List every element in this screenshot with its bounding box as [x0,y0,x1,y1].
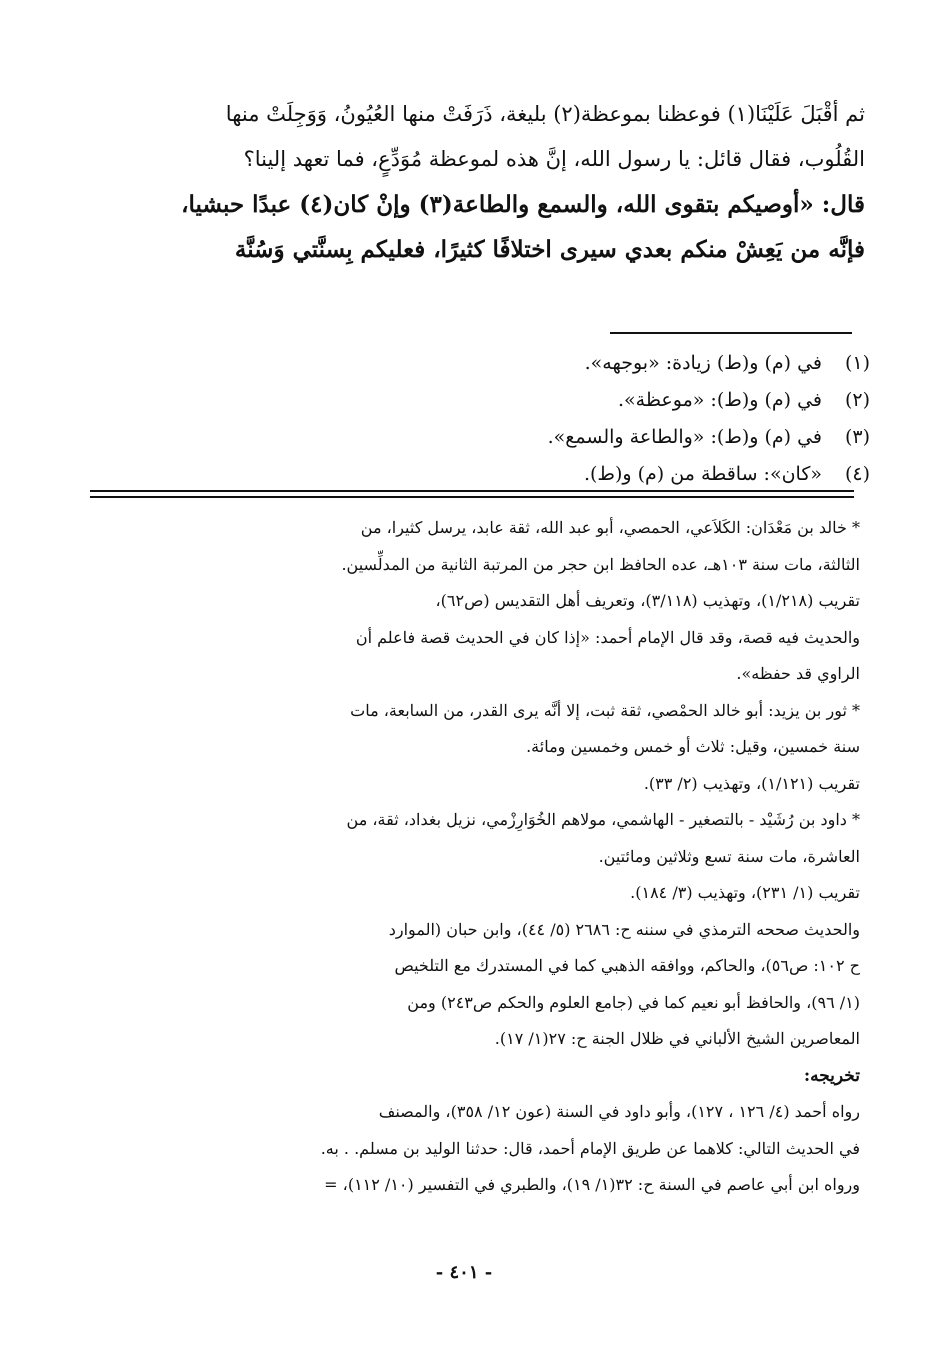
commentary-line: * ثور بن يزيد: أبو خالد الحمْصي، ثقة ثبت، إلا أنَّه يرى القدر، من السابعة، مات [350,700,860,720]
footnote-separator [610,332,852,334]
main-line: فإنَّه من يَعِشْ منكم بعدي سيرى اختلافًا كثيرًا، فعليكم بِسنَّتي وَسُنَّة [234,236,865,263]
main-text [150,92,865,272]
commentary-line: الراوي قد حفظه». [736,664,860,683]
commentary-line: (١/ ٩٦)، والحافظ أبو نعيم كما في (جامع العلوم والحكم ص٢٤٣) ومن [407,992,860,1012]
commentary-line: المعاصرين الشيخ الألباني في ظلال الجنة ح: ٢٧(١/ ١٧). [494,1029,860,1048]
commentary-line: تقريب (١/١٢١)، وتهذيب (٢/ ٣٣). [643,773,860,793]
footnote [180,345,870,382]
main-line: قال: «أوصيكم بتقوى الله، والسمع والطاعة(٣) وإنْ كان(٤) عبدًا حبشيا، [181,191,865,218]
footnote [180,419,870,456]
footnote-text: «كان»: ساقطة من (م) و(ط). [583,463,822,485]
double-rule-top [90,490,854,492]
commentary-line: تقريب (١/٢١٨)، وتهذيب (٣/١١٨)، وتعريف أهل التقديس (ص٦٢)، [435,591,860,610]
footnote-number: (٢) [844,389,870,411]
commentary-line: الثالثة، مات سنة ١٠٣هـ، عده الحافظ ابن حجر من المرتبة الثانية من المدلِّسين. [341,554,860,574]
footnote [180,456,870,493]
commentary-line: العاشرة، مات سنة تسع وثلاثين ومائتين. [598,846,860,866]
commentary-line: ورواه ابن أبي عاصم في السنة ح: ٣٢(١/ ١٩)، والطبري في التفسير (١٠/ ١١٢)، = [324,1175,860,1194]
main-line: ثم أقْبَلَ عَلَيْنَا(١) فوعظنا بموعظة(٢) بليغة، ذَرَفَتْ منها العُيُونُ، وَوَجِلَتْ منها [225,102,865,126]
footnote-text: في (م) و(ط): «موعظة». [618,389,822,411]
commentary-line: * داود بن رُشَيْد - بالتصغير - الهاشمي، مولاهم الخُوَارِزْمي، نزيل بغداد، ثقة، من [346,810,860,829]
commentary-line: رواه أحمد (٤/ ١٢٦ ، ١٢٧)، وأبو داود في السنة (عون ١٢/ ٣٥٨)، والمصنف [378,1102,860,1121]
commentary [150,510,860,1204]
commentary-line: * خالد بن مَعْدَان: الكَلاَعي، الحمصي، أبو عبد الله، ثقة عابد، يرسل كثيرا، من [360,518,860,537]
commentary-line: والحديث صححه الترمذي في سننه ح: ٢٦٨٦ (٥/ ٤٤)، وابن حبان (الموارد [388,919,860,939]
footnotes [180,345,870,493]
main-line: القُلُوب، فقال قائل: يا رسول الله، إنَّ هذه لموعظة مُوَدِّعٍ، فما تعهد إلينا؟ [243,147,865,171]
page-number: - ٤٠١ - [435,1262,493,1283]
footnote [180,382,870,419]
footnote-number: (٤) [844,463,870,485]
footnote-number: (١) [844,352,870,374]
footnote-text: في (م) و(ط): «والطاعة والسمع». [547,426,822,448]
footnote-text: في (م) و(ط) زيادة: «بوجهه». [584,352,822,374]
commentary-line: سنة خمسين، وقيل: ثلاث أو خمس وخمسين ومائة. [526,737,860,756]
commentary-line: تقريب (١/ ٢٣١)، وتهذيب (٣/ ١٨٤). [630,883,860,902]
commentary-line: ح ١٠٢: ص٥٦)، والحاكم، ووافقه الذهبي كما في المستدرك مع التلخيص [394,956,860,975]
commentary-line: والحديث فيه قصة، وقد قال الإمام أحمد: «إذا كان في الحديث قصة فاعلم أن [355,627,860,647]
footnote-number: (٣) [844,426,870,448]
double-rule-bottom [90,496,854,498]
takhrij-heading: تخريجه: [803,1065,860,1086]
commentary-line: في الحديث التالي: كلاهما عن طريق الإمام أحمد، قال: حدثنا الوليد بن مسلم. . به. [320,1138,860,1158]
